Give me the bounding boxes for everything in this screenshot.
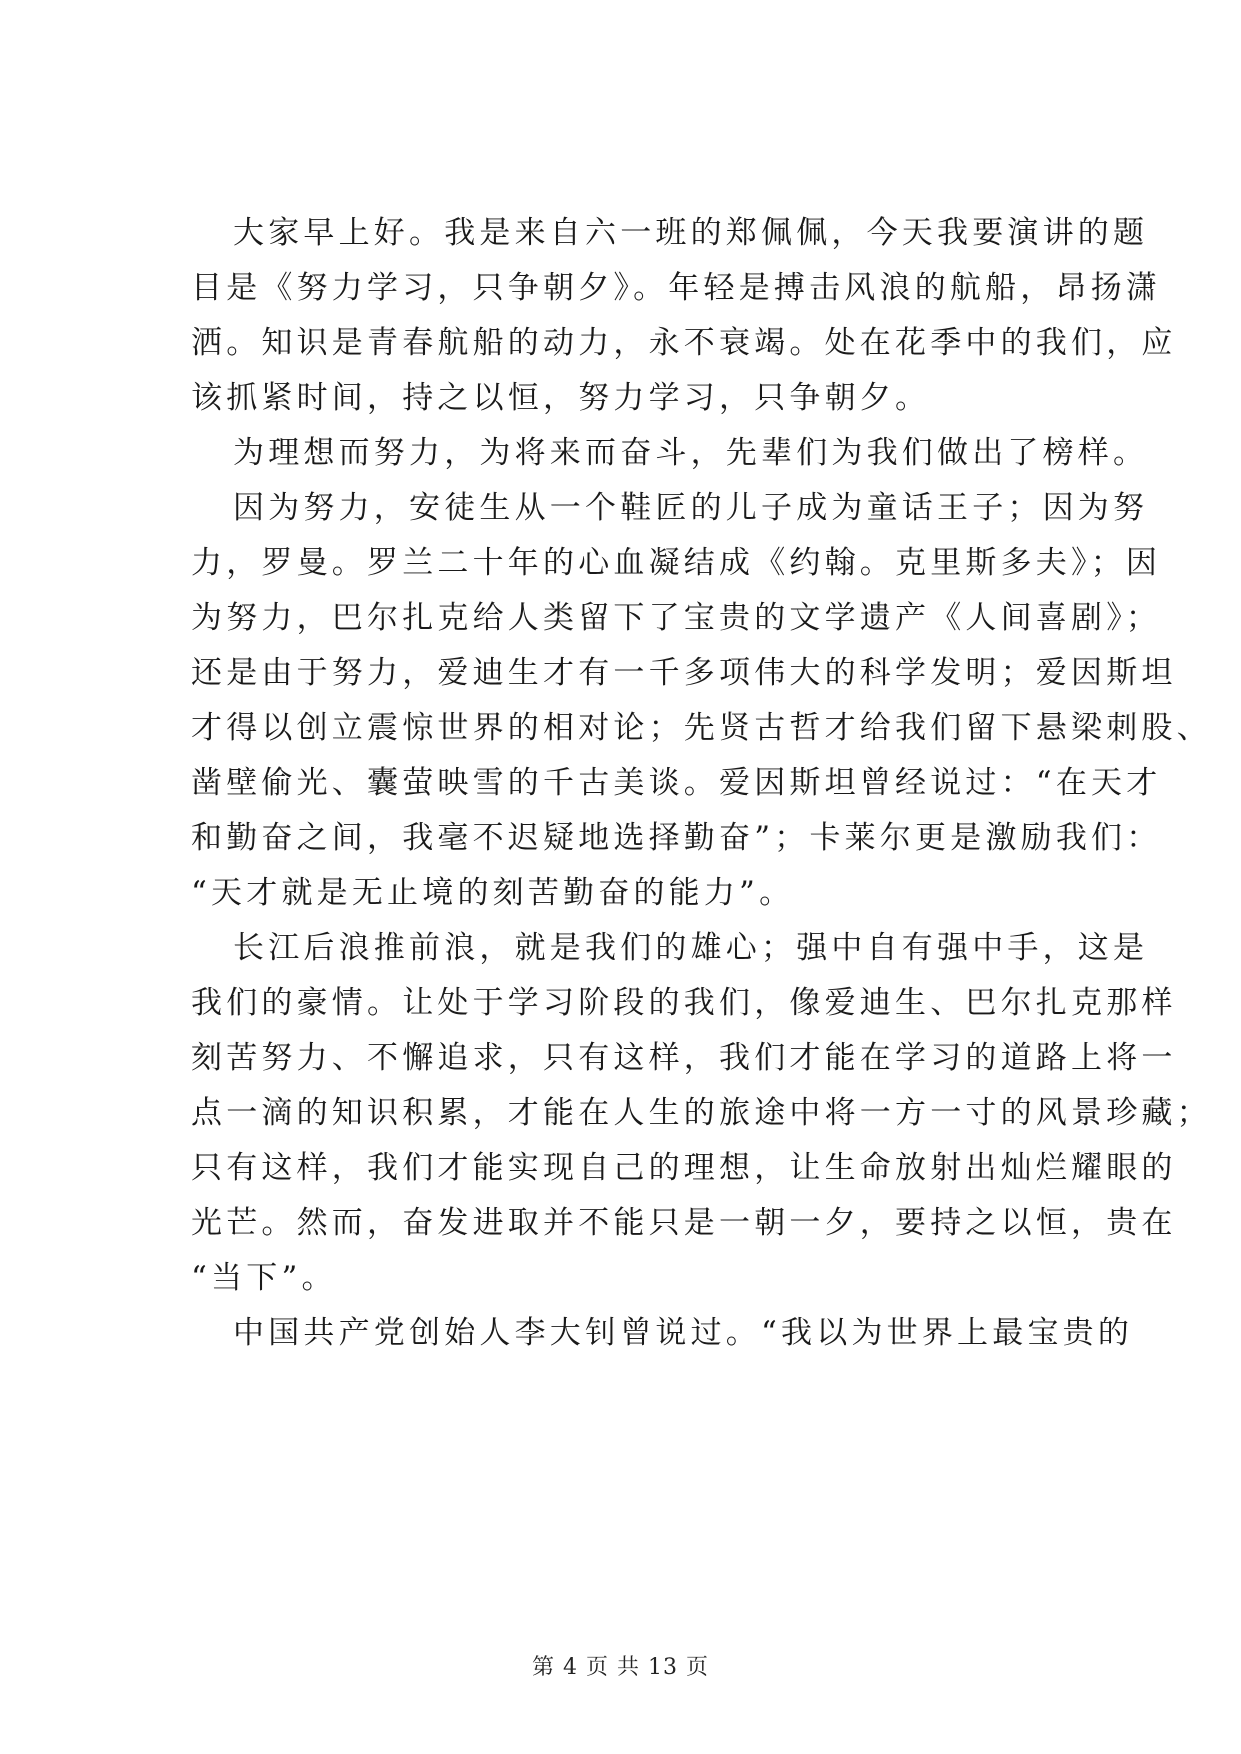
paragraph-line: 力，罗曼。罗兰二十年的心血凝结成《约翰。克里斯多夫》；因	[191, 545, 1162, 581]
paragraph-line: 目是《努力学习，只争朝夕》。年轻是搏击风浪的航船，昂扬潇	[191, 270, 1162, 306]
paragraph-line: “天才就是无止境的刻苦勤奋的能力”。	[191, 875, 795, 911]
paragraph-line: 长江后浪推前浪，就是我们的雄心；强中自有强中手，这是	[233, 930, 1149, 966]
paragraph-line: 刻苦努力、不懈追求，只有这样，我们才能在学习的道路上将一	[191, 1040, 1177, 1076]
paragraph-line: 光芒。然而，奋发进取并不能只是一朝一夕，要持之以恒，贵在	[191, 1205, 1177, 1241]
paragraph-line: 为努力，巴尔扎克给人类留下了宝贵的文学遗产《人间喜剧》；	[191, 600, 1162, 636]
paragraph-line: 因为努力，安徒生从一个鞋匠的儿子成为童话王子；因为努	[233, 490, 1149, 526]
paragraph-line: 我们的豪情。让处于学习阶段的我们，像爱迪生、巴尔扎克那样	[191, 985, 1177, 1021]
paragraph-line: 为理想而努力，为将来而奋斗，先辈们为我们做出了榜样。	[233, 435, 1149, 471]
page-number-footer: 第 4 页 共 13 页	[532, 1655, 709, 1680]
paragraph-line: 和勤奋之间，我毫不迟疑地选择勤奋”；卡莱尔更是激励我们：	[191, 820, 1162, 856]
paragraph-line: 中国共产党创始人李大钊曾说过。“我以为世界上最宝贵的	[233, 1315, 1134, 1351]
paragraph-line: 该抓紧时间，持之以恒，努力学习，只争朝夕。	[191, 380, 931, 416]
paragraph-line: 才得以创立震惊世界的相对论；先贤古哲才给我们留下悬梁刺股、	[191, 710, 1212, 746]
paragraph-line: 洒。知识是青春航船的动力，永不衰竭。处在花季中的我们，应	[191, 325, 1177, 361]
paragraph-line: 点一滴的知识积累，才能在人生的旅途中将一方一寸的风景珍藏；	[191, 1095, 1212, 1131]
paragraph-line: 还是由于努力，爱迪生才有一千多项伟大的科学发明；爱因斯坦	[191, 655, 1177, 691]
paragraph-line: 凿壁偷光、囊萤映雪的千古美谈。爱因斯坦曾经说过：“在天才	[191, 765, 1162, 801]
paragraph-line: 大家早上好。我是来自六一班的郑佩佩，今天我要演讲的题	[233, 215, 1149, 251]
paragraph-line: 只有这样，我们才能实现自己的理想，让生命放射出灿烂耀眼的	[191, 1150, 1177, 1186]
paragraph-line: “当下”。	[191, 1260, 337, 1296]
